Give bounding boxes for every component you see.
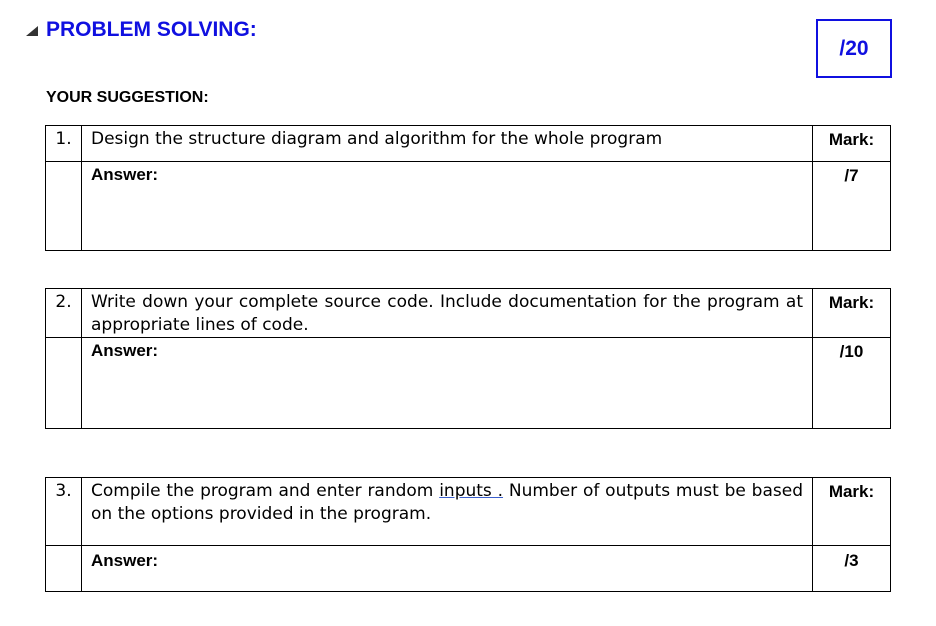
question-3-text-before: Compile the program and enter random xyxy=(91,481,440,501)
question-2-table xyxy=(45,288,891,429)
question-1-number: 1. xyxy=(46,126,82,162)
question-2-answer-area[interactable] xyxy=(82,338,813,429)
question-2-mark-label: Mark: xyxy=(813,289,891,338)
question-1-marks: /7 xyxy=(813,162,891,251)
question-2-marks: /10 xyxy=(813,338,891,429)
question-1-answer-area[interactable] xyxy=(82,162,813,251)
question-3-text xyxy=(82,478,813,546)
section-title: PROBLEM SOLVING: xyxy=(46,18,257,41)
question-2-number: 2. xyxy=(46,289,82,338)
question-1-answer-label: Answer: xyxy=(91,165,159,184)
question-1-table xyxy=(45,125,891,251)
collapse-triangle-icon[interactable] xyxy=(26,26,38,36)
question-1-mark-label: Mark: xyxy=(813,126,891,162)
question-3-answer-label: Answer: xyxy=(91,551,159,570)
section-header xyxy=(26,18,257,42)
question-1-answer-number-cell xyxy=(46,162,82,251)
question-3-text-after: Number of outputs must be based on the options provided in the program. xyxy=(91,481,803,524)
total-score-box: /20 xyxy=(816,19,892,78)
question-3-mark-label: Mark: xyxy=(813,478,891,546)
question-3-answer-area[interactable] xyxy=(82,546,813,592)
question-3-answer-number-cell xyxy=(46,546,82,592)
question-3-text-underlined: inputs . xyxy=(439,481,504,501)
question-2-text: Write down your complete source code. Include documentation for the program at appropriate lines of code. xyxy=(82,289,813,338)
question-3-marks: /3 xyxy=(813,546,891,592)
question-1-text: Design the structure diagram and algorithm for the whole program xyxy=(82,126,813,162)
question-3-table xyxy=(45,477,891,592)
question-2-answer-number-cell xyxy=(46,338,82,429)
section-subtitle: YOUR SUGGESTION: xyxy=(46,89,209,106)
question-3-number: 3. xyxy=(46,478,82,546)
question-2-answer-label: Answer: xyxy=(91,341,159,360)
